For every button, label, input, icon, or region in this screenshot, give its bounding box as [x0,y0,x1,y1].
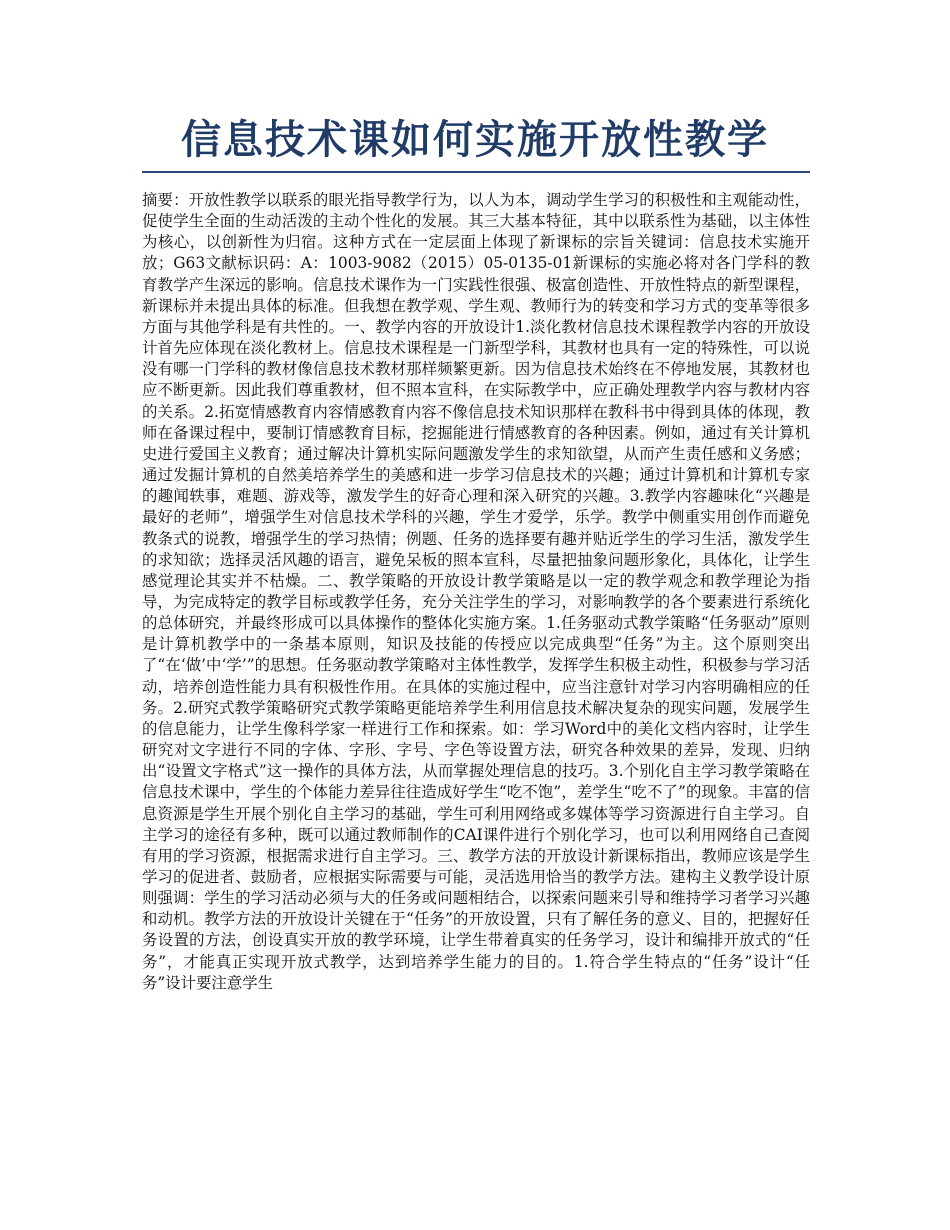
document-body: 摘要：开放性教学以联系的眼光指导教学行为，以人为本，调动学生学习的积极性和主观能动性，促使学生全面的生动活泼的主动个性化的发展。其三大基本特征，其中以联系性为基础，以主体性为核心，以创新性为归宿。这种方式在一定层面上体现了新课标的宗旨关键词：信息技术实施开放；G63文献标识码：A：1003-9082（2015）05-0135-01新课标的实施必将对各门学科的教育教学产生深远的影响。信息技术课作为一门实践性很强、极富创造性、开放性特点的新型课程，新课标并未提出具体的标准。但我想在教学观、学生观、教师行为的转变和学习方式的变革等很多方面与其他学科是有共性的。一、教学内容的开放设计1.淡化教材信息技术课程教学内容的开放设计首先应体现在淡化教材上。信息技术课程是一门新型学科，其教材也具有一定的特殊性，可以说没有哪一门学科的教材像信息技术教材那样频繁更新。因为信息技术始终在不停地发展，其教材也应不断更新。因此我们尊重教材，但不照本宣科，在实际教学中，应正确处理教学内容与教材内容的关系。2.拓宽情感教育内容情感教育内容不像信息技术知识那样在教科书中得到具体的体现，教师在备课过程中，要制订情感教育目标，挖掘能进行情感教育的各种因素。例如，通过有关计算机史进行爱国主义教育；通过解决计算机实际问题激发学生的求知欲望，从而产生责任感和义务感；通过发掘计算机的自然美培养学生的美感和进一步学习信息技术的兴趣；通过计算机和计算机专家的趣闻轶事，难题、游戏等，激发学生的好奇心理和深入研究的兴趣。3.教学内容趣味化“兴趣是最好的老师”，增强学生对信息技术学科的兴趣，学生才爱学，乐学。教学中侧重实用创作而避免教条式的说教，增强学生的学习热情；例题、任务的选择要有趣并贴近学生的学习生活，激发学生的求知欲；选择灵活风趣的语言，避免呆板的照本宣科，尽量把抽象问题形象化，具体化，让学生感觉理论其实并不枯燥。二、教学策略的开放设计教学策略是以一定的教学观念和教学理论为指导，为完成特定的教学目标或教学任务，充分关注学生的学习，对影响教学的各个要素进行系统化的总体研究，并最终形成可以具体操作的整体化实施方案。1.任务驱动式教学策略“任务驱动”原则是计算机教学中的一条基本原则，知识及技能的传授应以完成典型“任务”为主。这个原则突出了“在‘做’中‘学’”的思想。任务驱动教学策略对主体性教学，发挥学生积极主动性，积极参与学习活动，培养创造性能力具有积极性作用。在具体的实施过程中，应当注意针对学习内容明确相应的任务。2.研究式教学策略研究式教学策略更能培养学生利用信息技术解决复杂的现实问题，发展学生的信息能力，让学生像科学家一样进行工作和探索。如：学习Word中的美化文档内容时，让学生研究对文字进行不同的字体、字形、字号、字色等设置方法，研究各种效果的差异，发现、归纳出“设置文字格式”这一操作的具体方法，从而掌握处理信息的技巧。3.个别化自主学习教学策略在信息技术课中，学生的个体能力差异往往造成好学生“吃不饱”，差学生“吃不了”的现象。丰富的信息资源是学生开展个别化自主学习的基础，学生可利用网络或多媒体等学习资源进行自主学习。自主学习的途径有多种，既可以通过教师制作的CAI课件进行个别化学习，也可以利用网络自己查阅有用的学习资源，根据需求进行自主学习。三、教学方法的开放设计新课标指出，教师应该是学生学习的促进者、鼓励者，应根据实际需要与可能，灵活选用恰当的教学方法。建构主义教学设计原则强调：学生的学习活动必须与大的任务或问题相结合，以探索问题来引导和维持学习者学习兴趣和动机。教学方法的开放设计关键在于“任务”的开放设置，只有了解任务的意义、目的，把握好任务设置的方法，创设真实开放的教学环境，让学生带着真实的任务学习，设计和编排开放式的“任务”，才能真正实现开放式教学，达到培养学生能力的目的。1.符合学生特点的“任务”设计“任务”设计要注意学生 [142,191,810,992]
document-title: 信息技术课如何实施开放性教学 [181,117,769,163]
title-divider [142,171,810,173]
